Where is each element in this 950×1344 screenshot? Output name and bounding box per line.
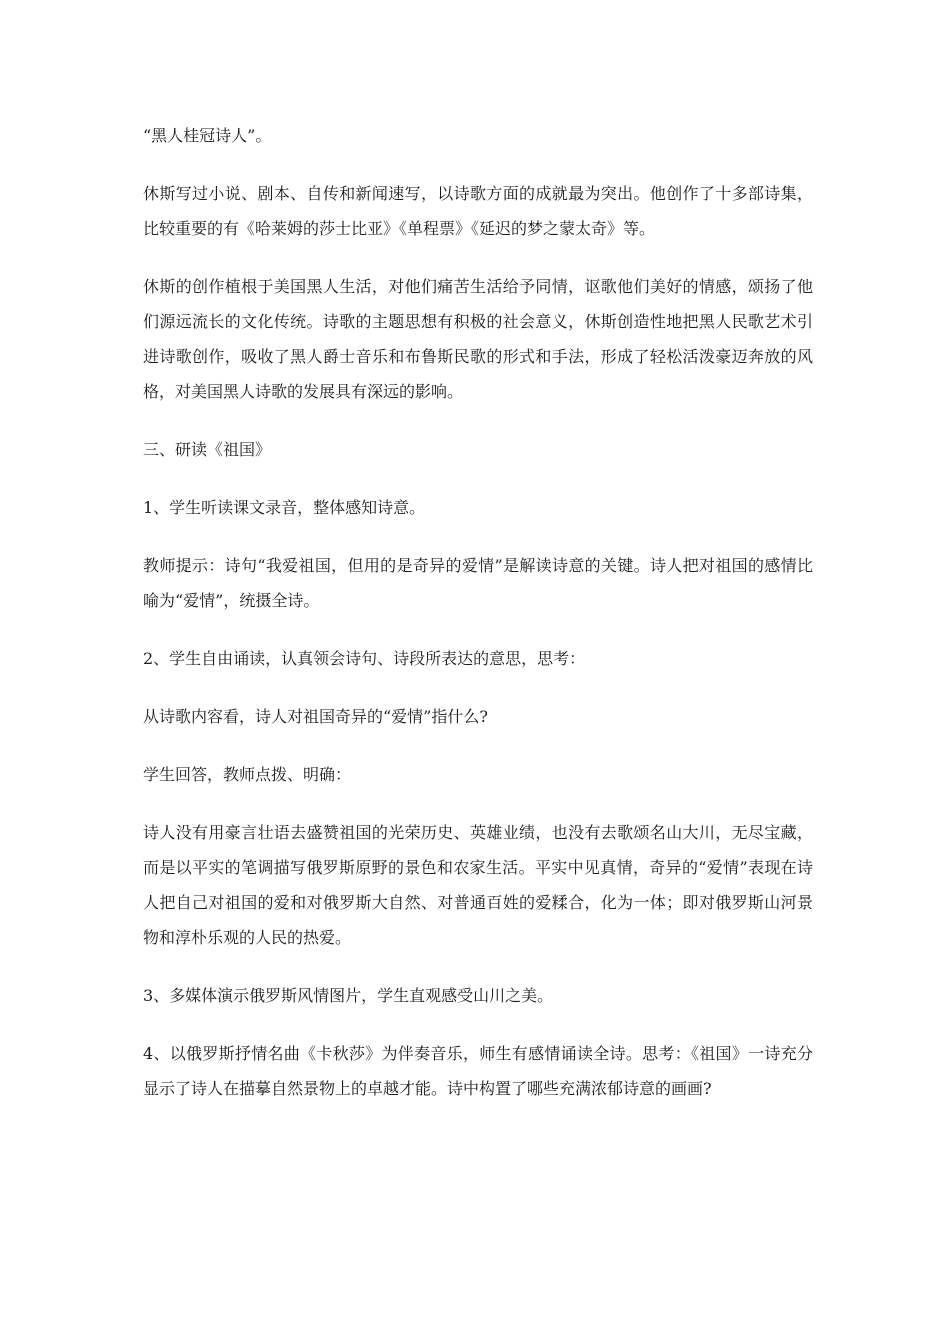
answer-intro: 学生回答，教师点拨、明确：: [143, 765, 352, 784]
teacher-hint: 教师提示：诗句“我爱祖国，但用的是奇异的爱情”是解读诗意的关键。诗人把对祖国的感情比喻为“爱情”，统摄全诗。: [143, 556, 813, 610]
answer-body: 诗人没有用豪言壮语去盛赞祖国的光荣历史、英雄业绩，也没有去歌颂名山大川，无尽宝藏，而是以平实的笔调描写俄罗斯原野的景色和农家生活。平实中见真情，奇异的“爱情”表现在诗人把自己对祖国的爱和对俄罗斯大自然、对普通百姓的爱糅合，化为一体；即对俄罗斯山河景物和淳朴乐观的人民的热爱。: [143, 823, 813, 947]
document-body: [143, 118, 813, 1129]
step-2: 2、学生自由诵读，认真领会诗句、诗段所表达的意思，思考：: [143, 649, 586, 668]
step-3: 3、多媒体演示俄罗斯风情图片，学生直观感受山川之美。: [143, 986, 554, 1005]
section-heading: 三、研读《祖国》: [143, 440, 272, 459]
paragraph-style: 休斯的创作植根于美国黑人生活，对他们痛苦生活给予同情，讴歌他们美好的情感，颂扬了他们源远流长的文化传统。诗歌的主题思想有积极的社会意义，休斯创造性地把黑人民歌艺术引进诗歌创作，吸收了黑人爵士音乐和布鲁斯民歌的形式和手法，形成了轻松活泼豪迈奔放的风格，对美国黑人诗歌的发展具有深远的影响。: [143, 277, 813, 401]
paragraph-title-epithet: “黑人桂冠诗人”。: [143, 126, 272, 145]
step-4: 4、以俄罗斯抒情名曲《卡秋莎》为伴奏音乐，师生有感情诵读全诗。思考：《祖国》一诗充分显示了诗人在描摹自然景物上的卓越才能。诗中构置了哪些充满浓郁诗意的画画?: [143, 1044, 813, 1098]
step-1: 1、学生听读课文录音，整体感知诗意。: [143, 498, 426, 517]
paragraph-works: 休斯写过小说、剧本、自传和新闻速写，以诗歌方面的成就最为突出。他创作了十多部诗集，比较重要的有《哈莱姆的莎士比亚》《单程票》《延迟的梦之蒙太奇》等。: [143, 184, 813, 238]
question: 从诗歌内容看，诗人对祖国奇异的“爱情”指什么?: [143, 707, 488, 726]
